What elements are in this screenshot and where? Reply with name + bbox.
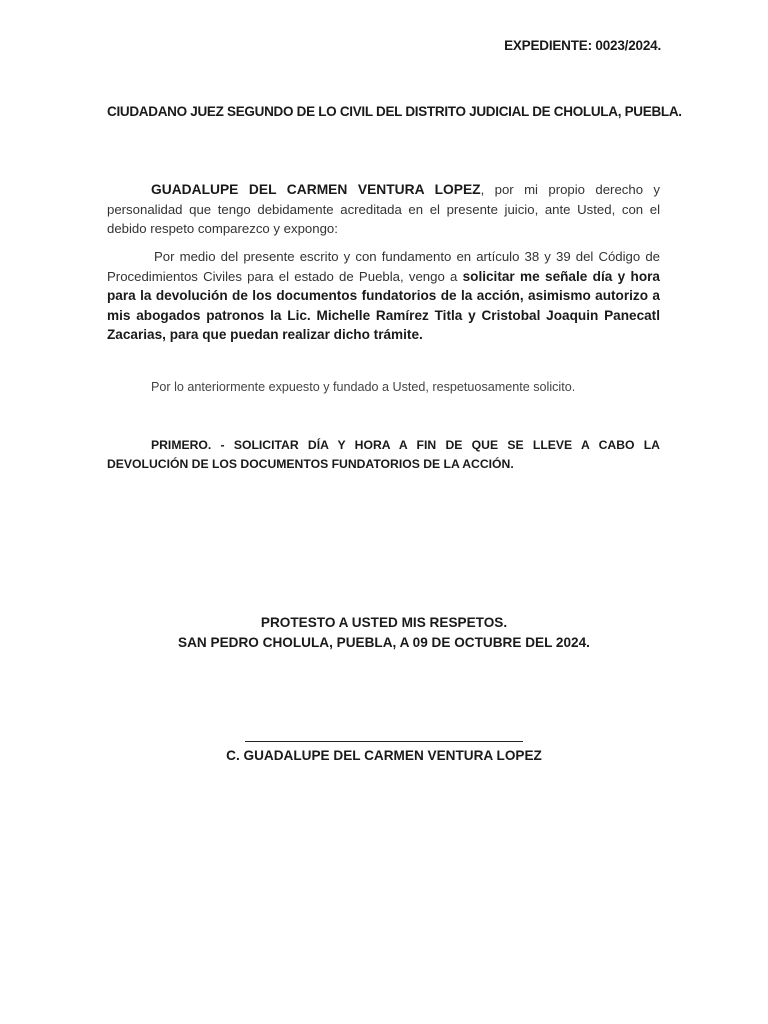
addressee-heading: CIUDADANO JUEZ SEGUNDO DE LO CIVIL DEL DISTRITO JUDICIAL DE CHOLULA, PUEBLA. [107, 104, 682, 119]
petition-paragraph [107, 436, 660, 474]
closing-line-1: PROTESTO A USTED MIS RESPETOS. [260, 615, 508, 630]
signer-name: C. GUADALUPE DEL CARMEN VENTURA LOPEZ [226, 748, 542, 763]
petitioner-name: GUADALUPE DEL CARMEN VENTURA LOPEZ [151, 182, 481, 197]
signature-line [245, 741, 523, 742]
closing-line-2: SAN PEDRO CHOLULA, PUEBLA, A 09 DE OCTUBRE DEL 2024. [178, 635, 590, 650]
petition-text: PRIMERO. - SOLICITAR DÍA Y HORA A FIN DE QUE SE LLEVE A CABO LA DEVOLUCIÓN DE LOS DOCUMENTOS FUNDATORIOS DE LA ACCIÓN. [107, 438, 660, 471]
case-number: EXPEDIENTE: 0023/2024. [504, 38, 661, 53]
closing-block [0, 613, 768, 653]
intro-paragraph [107, 180, 660, 239]
conclusion-paragraph: Por lo anteriormente expuesto y fundado a Usted, respetuosamente solicito. [151, 380, 576, 394]
request-text: Por medio del presente escrito y con fundamento en artículo 38 y 39 del Código de Procedimientos Civiles para el estado de Puebla, vengo a [107, 249, 660, 284]
intro-text: , por mi propio derecho y personalidad que tengo debidamente acreditada en el presente juicio, ante Usted, con el debido respeto comparezco y expongo: [107, 182, 661, 236]
request-paragraph [107, 247, 660, 345]
request-bold-text: solicitar me señale día y hora para la devolución de los documentos fundatorios de la acción, asimismo autorizo a mis abogados patronos la Lic. Michelle Ramírez Titla y Cristobal Joaquin Panecatl Zacarias, para que puedan realizar dicho trámite. [107, 268, 660, 342]
